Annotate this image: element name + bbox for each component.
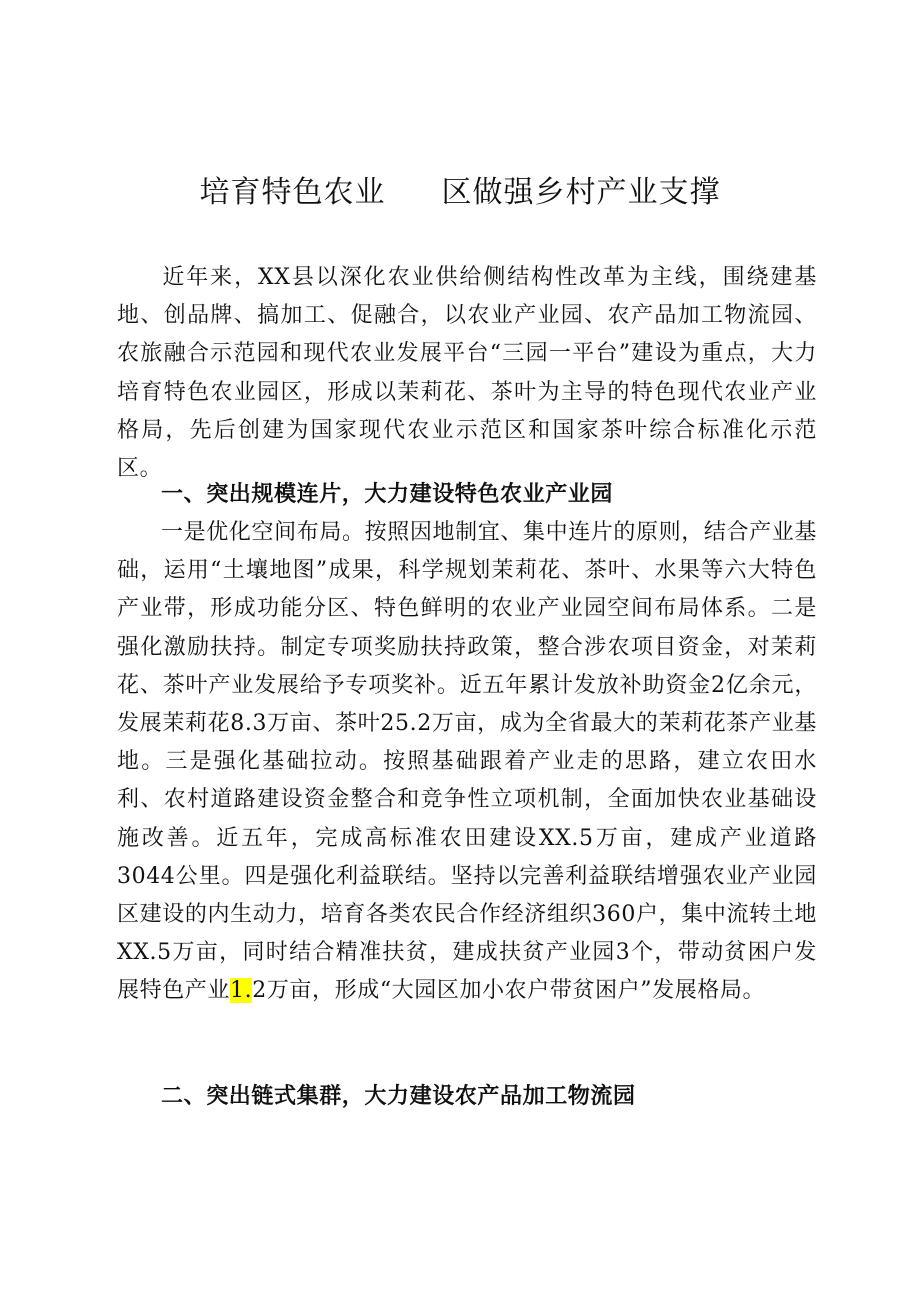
section-1-text-b: 2万亩，形成“大园区加小农户带贫困户”发展格局。 (252, 978, 766, 1004)
section-1-paragraph (117, 514, 817, 1011)
section-1-text-a: 一是优化空间布局。按照因地制宜、集中连片的原则，结合产业基础，运用“土壤地图”成果，科学规划茉莉花、茶叶、水果等六大特色产业带，形成功能分区、特色鲜明的农业产业园空间布局体系。二是强化激励扶持。制定专项奖励扶持政策，整合涉农项目资金，对茉莉花、茶叶产业发展给予专项奖补。近五年累计发放补助资金2亿余元，发展茉莉花8.3万亩、茶叶25.2万亩，成为全省最大的茉莉花茶产业基地。三是强化基础拉动。按照基础跟着产业走的思路，建立农田水利、农村道路建设资金整合和竞争性立项机制，全面加快农业基础设施改善。近五年，完成高标准农田建设XX.5万亩，建成产业道路3044公里。四是强化利益联结。坚持以完善利益联结增强农业产业园区建设的内生动力，培育各类农民合作经济组织360户，集中流转土地XX.5万亩，同时结合精准扶贫，建成扶贫产业园3个，带动贫困户发展特色产业 (117, 520, 817, 1004)
section-1-block (117, 514, 817, 1011)
title-part-2: 区做强乡村产业支撑 (441, 175, 721, 210)
highlighted-text: 1. (230, 978, 253, 1004)
title-part-1: 培育特色农业 (199, 175, 386, 210)
document-title (0, 171, 920, 215)
intro-paragraph (117, 259, 817, 488)
section-1-heading: 一、突出规模连片，大力建设特色农业产业园 (161, 482, 614, 507)
section-2-heading: 二、突出链式集群，大力建设农产品加工物流园 (161, 1084, 636, 1109)
intro-block (117, 259, 817, 488)
intro-text: 近年来，XX县以深化农业供给侧结构性改革为主线，围绕建基地、创品牌、搞加工、促融合，以农业产业园、农产品加工物流园、农旅融合示范园和现代农业发展平台“三园一平台”建设为重点，大力培育特色农业园区，形成以茉莉花、茶叶为主导的特色现代农业产业格局，先后创建为国家现代农业示范区和国家茶叶综合标准化示范区。 (117, 265, 817, 482)
